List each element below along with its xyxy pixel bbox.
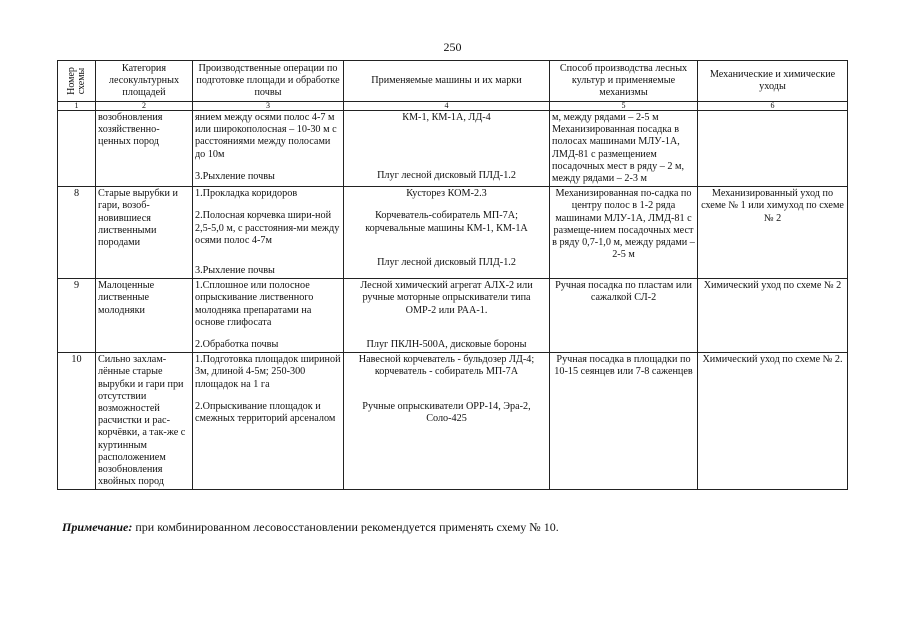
care-cell: Механизированный уход по схеме № 1 или химуход по схеме № 2 [698,187,848,279]
note-label: Примечание: [62,520,133,534]
column-number: 3 [193,102,344,111]
care-cell: Химический уход по схеме № 2. [698,353,848,490]
header-category: Категория лесокультурных площадей [96,61,193,102]
machines-cell [344,353,550,490]
machines-cell [344,187,550,279]
operations-cell [193,187,344,279]
category-cell: возобновления хозяйственно-ценных пород [96,111,193,187]
operations-cell [193,111,344,187]
scheme-number: 9 [58,279,96,353]
column-number: 5 [550,102,698,111]
machine-text: Ручные опрыскиватели ОРР-14, Эра-2, Соло-425 [362,400,531,424]
scheme-number [58,111,96,187]
care-cell: Химический уход по схеме № 2 [698,279,848,353]
method-cell: м, между рядами – 2-5 м Механизированная посадка в полосах машинами МЛУ-1А, ЛМД-81 с размещением посадочных мест в ряду – 2 м, между рядами – 2-3 м [550,111,698,187]
note-text: при комбинированном лесовосстановлении рекомендуется применять схему № 10. [132,520,559,534]
machine-text: КМ-1, КМ-1А, ЛД-4 [402,112,491,123]
operation-text: 2.Опрыскивание площадок и смежных территорий арсеналом [195,400,336,425]
column-number: 2 [96,102,193,111]
table-note [62,520,559,535]
category-cell: Малоценные лиственные молодняки [96,279,193,353]
operations-cell [193,353,344,490]
operation-text: 1.Подготовка площадок шириной 3м, длиной 4-5м; 250-300 площадок на 1 га [195,354,341,390]
header-scheme-number: Номер схемы [58,61,96,102]
column-number: 1 [58,102,96,111]
operation-text: 3.Рыхление почвы [195,170,275,182]
machine-text: Навесной корчеватель - бульдозер ЛД-4; корчеватель - собиратель МП-7А [358,354,535,378]
machine-text: Плуг лесной дисковый ПЛД-1.2 [377,170,516,182]
method-cell: Ручная посадка в площадки по 10-15 сеянцев или 7-8 саженцев [550,353,698,490]
header-method: Способ производства лесных культур и применяемые механизмы [550,61,698,102]
method-cell: Механизированная по-садка по центру полос в 1-2 ряда машинами МЛУ-1А, ЛМД-81 с размеще-нием посадочных мест в ряду 0,7-1,0 м, между рядами – 2-5 м [550,187,698,279]
operation-text: 3.Рыхление почвы [195,265,275,277]
scheme-number: 10 [58,353,96,490]
column-numbers-row [58,102,848,111]
machines-cell [344,111,550,187]
category-cell: Сильно захлам-лённые старые вырубки и гари при отсутствии возможностей расчистки и рас-корчёвки, а так-же с куртинным расположением возобновления хвойных пород [96,353,193,490]
scheme-number: 8 [58,187,96,279]
operation-text: янием между осями полос 4-7 м или широкополосная – 10-30 м с расстояниями между полосами до 10м [195,112,337,160]
machine-text: Плуг ПКЛН-500А, дисковые бороны [366,338,527,350]
header-machines: Применяемые машины и их марки [344,61,550,102]
method-cell: Ручная посадка по пластам или сажалкой СЛ-2 [550,279,698,353]
operation-text: 2.Полосная корчевка шири-ной 2,5-5,0 м, с расстояния-ми между осями полос 4-7м [195,210,340,246]
header-operations: Производственные операции по подготовке площади и обработке почвы [193,61,344,102]
machine-text: Плуг лесной дисковый ПЛД-1.2 [377,256,516,268]
operation-text: 1.Прокладка коридоров [195,188,298,200]
table-row [58,279,848,353]
table-header-row [58,61,848,102]
header-care: Механические и химические уходы [698,61,848,102]
operations-cell [193,279,344,353]
column-number: 4 [344,102,550,111]
machine-text: Кусторез КОМ-2.3 [406,188,487,200]
category-cell: Старые вырубки и гари, возоб-новившиеся лиственными породами [96,187,193,279]
machine-text: Лесной химический агрегат АЛХ-2 или ручные моторные опрыскиватели типа ОМР-2 или РАА-1. [360,280,533,316]
machine-text: Корчеватель-собиратель МП-7А; корчевальные машины КМ-1, КМ-1А [365,210,528,234]
table-row [58,111,848,187]
operation-text: 1.Сплошное или полосное опрыскивание лиственного молодняка препаратами на основе глифосата [195,280,314,328]
care-cell [698,111,848,187]
page-number: 250 [443,40,462,54]
column-number: 6 [698,102,848,111]
operation-text: 2.Обработка почвы [195,339,279,351]
schemes-table [57,60,848,490]
machines-cell [344,279,550,353]
table-row [58,187,848,279]
table-row [58,353,848,490]
